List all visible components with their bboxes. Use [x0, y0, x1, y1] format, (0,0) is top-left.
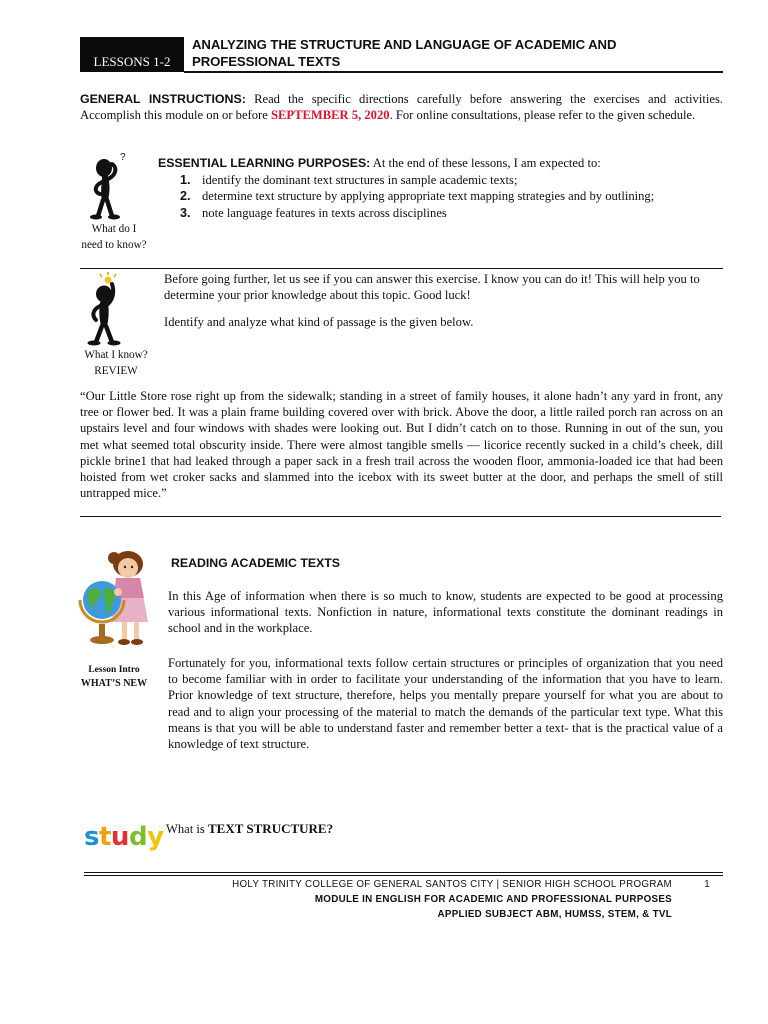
study-logo-text	[84, 822, 164, 852]
header-underline	[184, 71, 723, 73]
list-item: 2. determine text structure by applying appropriate text mapping strategies and by outlining;	[180, 189, 655, 204]
general-instructions-text: Read the specific directions carefully before answering the exercises and activities. Accomplish this module on or before	[80, 92, 723, 123]
section-heading: READING ACADEMIC TEXTS	[171, 556, 340, 570]
review-passage: “Our Little Store rose right up from the sidewalk; standing in a street of family houses, it alone hadn’t any yard in front, any tree or flower bed. It was a plain frame building covered over with brick. Above the door, a little railed porch ran across on an upstairs level and four windows with shades were looking out. But I didn’t catch on to those. Running in out of the sun, you met what seemed total obscurity inside. There were almost tangible smells — licorice recently sucked in a child’s cheek, dill pickle brine1 that had leaked through a paper sack in a fresh trail across the wooden floor, ammonia-loaded ice that had been hoisted from wet croker sacks and slammed into the icebox with its sweet butter at the door, and perhaps the smell of still untrapped mice.”	[80, 389, 723, 501]
learning-purposes-heading: ESSENTIAL LEARNING PURPOSES:	[158, 156, 371, 170]
idea-person-icon	[76, 272, 152, 348]
deadline-date: SEPTEMBER 5, 2020	[270, 108, 390, 123]
page-title: ANALYZING THE STRUCTURE AND LANGUAGE OF ACADEMIC AND PROFESSIONAL TEXTS	[192, 37, 617, 69]
svg-text:?: ?	[120, 152, 126, 163]
learning-purposes-intro: At the end of these lessons, I am expected to:	[370, 156, 601, 170]
learning-objectives-list	[180, 172, 723, 222]
general-instructions	[80, 91, 723, 123]
general-instructions-label: GENERAL INSTRUCTIONS:	[80, 92, 246, 106]
review-sidebar	[76, 272, 152, 378]
section-divider	[80, 268, 723, 269]
lesson-tab-label: LESSONS 1-2	[93, 54, 171, 69]
page-number: 1	[704, 879, 710, 890]
review-instruction: Identify and analyze what kind of passage is the given below.	[164, 315, 474, 329]
footer-rule	[84, 875, 723, 876]
review-intro: Before going further, let us see if you can answer this exercise. I know you can do it! This will help you to determine your prior knowledge about this topic. Good luck!	[164, 272, 700, 303]
review-caption: What I know? REVIEW	[84, 349, 148, 377]
learning-purposes-caption: What do I need to know?	[81, 223, 147, 251]
study-logo-letter: d	[128, 822, 148, 852]
study-question: What is TEXT STRUCTURE?	[166, 821, 334, 836]
footer-rule	[84, 872, 723, 873]
study-logo-letter: u	[110, 822, 129, 852]
general-instructions-text-end: . For online consultations, please refer to the given schedule.	[389, 108, 696, 123]
reading-paragraph-2: Fortunately for you, informational texts follow certain structures or principles of organization that you need to become familiar with in order to facilitate your understanding of the information that you have to learn. Prior knowledge of text structure, therefore, helps you mentally prepare yourself for what you are about to read and to align your processing of the material to match the demands of the particular text type. What this means is that you will be able to understand faster and remember better a text- that is the practical value of a knowledge of text structure.	[168, 656, 723, 752]
study-logo-letter: s	[84, 822, 99, 852]
list-item: 1. identify the dominant text structures in sample academic texts;	[180, 172, 518, 187]
study-logo-letter: y	[147, 822, 164, 852]
girl-with-globe-icon	[74, 548, 158, 652]
lesson-tab	[80, 37, 184, 72]
study-logo-letter: t	[98, 822, 111, 852]
reading-caption: Lesson Intro WHAT’S NEW	[80, 665, 148, 689]
study-logo	[84, 821, 164, 853]
footer-institution: HOLY TRINITY COLLEGE OF GENERAL SANTOS CITY | SENIOR HIGH SCHOOL PROGRAM	[232, 879, 672, 890]
learning-purposes	[158, 155, 723, 222]
section-divider	[80, 516, 721, 517]
learning-purposes-sidebar	[80, 148, 148, 266]
footer-subject: APPLIED SUBJECT ABM, HUMSS, STEM, & TVL	[437, 909, 672, 920]
list-item: 3. note language features in texts across disciplines	[180, 206, 447, 221]
footer-module: MODULE IN ENGLISH FOR ACADEMIC AND PROFESSIONAL PURPOSES	[314, 894, 672, 905]
reading-sidebar	[74, 548, 158, 688]
reading-paragraph-1: In this Age of information when there is so much to know, students are expected to be good at processing various informational texts. Nonfiction in nature, informational texts constitute the dominant readings in school and in the workplace.	[168, 589, 723, 636]
thinking-person-icon	[80, 148, 148, 220]
